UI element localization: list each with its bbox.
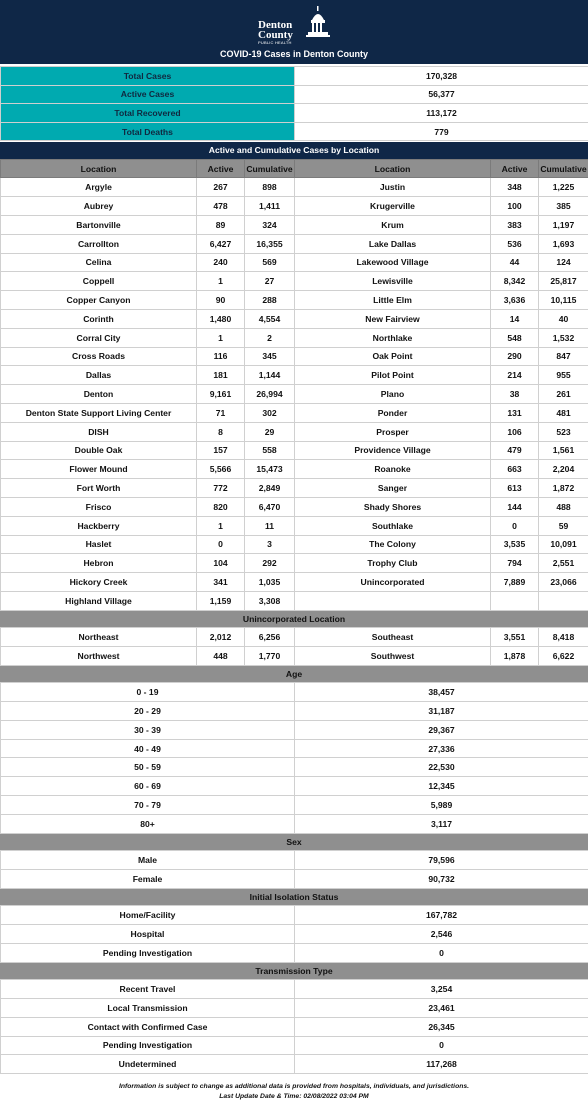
location-row-cell: Hebron	[1, 554, 197, 573]
transmission-section-title: Transmission Type	[0, 963, 588, 980]
location-row-cell: 290	[491, 347, 539, 366]
location-row	[1, 366, 588, 385]
location-row-cell: New Fairview	[295, 309, 491, 328]
location-row-cell: 124	[539, 253, 588, 272]
location-row-cell: 131	[491, 403, 539, 422]
footer-last-updated: Last Update Date & Time: 02/08/2022 03:04 PM	[0, 1092, 588, 1102]
location-row-cell: Trophy Club	[295, 554, 491, 573]
location-row-cell: 26,994	[245, 385, 295, 404]
transmission-row-cell: Local Transmission	[1, 998, 295, 1017]
unincorporated-table	[0, 627, 588, 666]
col-header-cumulative-2: Cumulative	[539, 160, 588, 178]
location-row-cell: 794	[491, 554, 539, 573]
summary-value: 779	[295, 122, 588, 141]
location-row-cell: Lakewood Village	[295, 253, 491, 272]
location-row-cell: 2,551	[539, 554, 588, 573]
location-row-cell: Krum	[295, 215, 491, 234]
location-row-cell: 106	[491, 422, 539, 441]
page-title: COVID-19 Cases in Denton County	[0, 49, 588, 59]
unincorporated-section-title: Unincorporated Location	[0, 611, 588, 628]
location-row-cell: Aubrey	[1, 197, 197, 216]
location-row-cell: 1	[197, 272, 245, 291]
transmission-row-cell: Recent Travel	[1, 980, 295, 999]
location-row-cell: 6,427	[197, 234, 245, 253]
age-table	[0, 682, 588, 833]
location-row-cell: Hackberry	[1, 516, 197, 535]
age-section-title: Age	[0, 666, 588, 683]
location-row-cell: Double Oak	[1, 441, 197, 460]
location-row-cell: 478	[197, 197, 245, 216]
location-row-cell: 1,035	[245, 573, 295, 592]
location-row-cell: 9,161	[197, 385, 245, 404]
location-row-cell: Little Elm	[295, 291, 491, 310]
location-row-cell: 3	[245, 535, 295, 554]
unincorporated-row	[1, 628, 588, 647]
location-row-cell: Frisco	[1, 497, 197, 516]
location-row-cell: 23,066	[539, 573, 588, 592]
unincorporated-row-cell: Northwest	[1, 647, 197, 666]
location-row-cell: Bartonville	[1, 215, 197, 234]
location-row-cell: 240	[197, 253, 245, 272]
location-row-cell: 479	[491, 441, 539, 460]
age-row-cell: 60 - 69	[1, 777, 295, 796]
logo-line-3: PUBLIC HEALTH	[258, 40, 293, 45]
location-row-cell: 345	[245, 347, 295, 366]
col-header-location-2: Location	[295, 160, 491, 178]
location-row-cell: Oak Point	[295, 347, 491, 366]
location-row-cell: 772	[197, 479, 245, 498]
location-row-cell: 820	[197, 497, 245, 516]
age-row	[1, 739, 588, 758]
location-row-cell: 302	[245, 403, 295, 422]
location-row-cell: 1,411	[245, 197, 295, 216]
location-row-cell: Northlake	[295, 328, 491, 347]
location-row-cell: Coppell	[1, 272, 197, 291]
col-header-active-2: Active	[491, 160, 539, 178]
location-row	[1, 328, 588, 347]
location-row-cell: 548	[491, 328, 539, 347]
unincorporated-row	[1, 647, 588, 666]
transmission-row-cell: 0	[295, 1036, 588, 1055]
unincorporated-row-cell: Southwest	[295, 647, 491, 666]
summary-row	[1, 104, 588, 123]
location-row-cell: 348	[491, 178, 539, 197]
summary-label: Total Recovered	[1, 104, 295, 123]
age-row-cell: 3,117	[295, 814, 588, 833]
unincorporated-row-cell: 6,256	[245, 628, 295, 647]
isolation-row	[1, 906, 588, 925]
location-row-cell: 90	[197, 291, 245, 310]
location-row-cell: 181	[197, 366, 245, 385]
location-row	[1, 403, 588, 422]
summary-value: 113,172	[295, 104, 588, 123]
location-row-cell: 10,091	[539, 535, 588, 554]
transmission-table	[0, 979, 588, 1074]
location-row	[1, 234, 588, 253]
location-row-cell: 59	[539, 516, 588, 535]
location-row	[1, 272, 588, 291]
location-row-cell: Argyle	[1, 178, 197, 197]
location-row-cell: 7,889	[491, 573, 539, 592]
age-row	[1, 683, 588, 702]
location-row	[1, 441, 588, 460]
location-section-title: Active and Cumulative Cases by Location	[0, 142, 588, 159]
isolation-row-cell: 0	[295, 943, 588, 962]
sex-row-cell: 79,596	[295, 851, 588, 870]
location-row-cell: 523	[539, 422, 588, 441]
isolation-row-cell: Hospital	[1, 925, 295, 944]
unincorporated-row-cell: 448	[197, 647, 245, 666]
location-row-cell: Carrollton	[1, 234, 197, 253]
location-row-cell: Corinth	[1, 309, 197, 328]
location-row	[1, 554, 588, 573]
location-row-cell: 15,473	[245, 460, 295, 479]
location-row-cell: Providence Village	[295, 441, 491, 460]
location-row-cell: Plano	[295, 385, 491, 404]
location-row-cell: Highland Village	[1, 591, 197, 610]
location-row-cell: 847	[539, 347, 588, 366]
location-row-cell: Unincorporated	[295, 573, 491, 592]
logo-line-1: Denton	[258, 20, 293, 30]
location-row-cell: 1,197	[539, 215, 588, 234]
location-row	[1, 497, 588, 516]
denton-county-logo	[0, 6, 588, 46]
footer-disclaimer: Information is subject to change as additional data is provided from hospitals, individuals, and jurisdictions.	[0, 1082, 588, 1092]
location-row-cell: 1,225	[539, 178, 588, 197]
col-header-active: Active	[197, 160, 245, 178]
location-row-cell: 663	[491, 460, 539, 479]
location-row	[1, 591, 588, 610]
location-row-cell: 3,636	[491, 291, 539, 310]
transmission-row-cell: Pending Investigation	[1, 1036, 295, 1055]
location-row-cell: 613	[491, 479, 539, 498]
location-row-cell: Haslet	[1, 535, 197, 554]
location-row	[1, 197, 588, 216]
age-row	[1, 720, 588, 739]
location-row-cell: Roanoke	[295, 460, 491, 479]
isolation-row-cell: 167,782	[295, 906, 588, 925]
location-row-cell: Hickory Creek	[1, 573, 197, 592]
age-row	[1, 758, 588, 777]
location-row-cell: 1,159	[197, 591, 245, 610]
location-row	[1, 385, 588, 404]
unincorporated-row-cell: Southeast	[295, 628, 491, 647]
location-row-cell: 558	[245, 441, 295, 460]
sex-row-cell: Female	[1, 869, 295, 888]
location-row	[1, 291, 588, 310]
location-row-cell: Denton State Support Living Center	[1, 403, 197, 422]
location-row-cell: 25,817	[539, 272, 588, 291]
location-row-cell: 71	[197, 403, 245, 422]
location-table	[0, 159, 588, 610]
location-row-cell	[295, 591, 491, 610]
location-row-cell: 2,204	[539, 460, 588, 479]
location-row-cell: 536	[491, 234, 539, 253]
summary-label: Active Cases	[1, 85, 295, 104]
location-row-cell: Fort Worth	[1, 479, 197, 498]
page-header	[0, 0, 588, 64]
sex-row	[1, 869, 588, 888]
isolation-row-cell: Home/Facility	[1, 906, 295, 925]
location-row-cell: 1,872	[539, 479, 588, 498]
location-row-cell: 1	[197, 328, 245, 347]
location-row-cell: Denton	[1, 385, 197, 404]
location-row-cell: 10,115	[539, 291, 588, 310]
transmission-row-cell: 26,345	[295, 1017, 588, 1036]
location-row-cell: 481	[539, 403, 588, 422]
location-row-cell: 38	[491, 385, 539, 404]
location-row-cell: 1	[197, 516, 245, 535]
unincorporated-row-cell: Northeast	[1, 628, 197, 647]
unincorporated-row-cell: 8,418	[539, 628, 588, 647]
location-row-cell: 324	[245, 215, 295, 234]
location-row-cell: Cross Roads	[1, 347, 197, 366]
isolation-section-title: Initial Isolation Status	[0, 889, 588, 906]
location-row-cell: 4,554	[245, 309, 295, 328]
location-row-cell: 27	[245, 272, 295, 291]
location-row-cell: 157	[197, 441, 245, 460]
summary-row	[1, 122, 588, 141]
age-row-cell: 12,345	[295, 777, 588, 796]
location-row-cell: 1,480	[197, 309, 245, 328]
location-row-cell: Dallas	[1, 366, 197, 385]
age-row-cell: 0 - 19	[1, 683, 295, 702]
isolation-row-cell: 2,546	[295, 925, 588, 944]
location-row-cell: 898	[245, 178, 295, 197]
location-row-cell: 288	[245, 291, 295, 310]
location-row-cell: 0	[491, 516, 539, 535]
age-row-cell: 38,457	[295, 683, 588, 702]
location-row-cell: 44	[491, 253, 539, 272]
location-row-cell: 2	[245, 328, 295, 347]
location-row	[1, 215, 588, 234]
location-row-cell: 144	[491, 497, 539, 516]
age-row-cell: 50 - 59	[1, 758, 295, 777]
isolation-row	[1, 943, 588, 962]
location-row-cell: 1,144	[245, 366, 295, 385]
location-row-cell: Copper Canyon	[1, 291, 197, 310]
transmission-row	[1, 998, 588, 1017]
location-row-cell: 488	[539, 497, 588, 516]
summary-value: 56,377	[295, 85, 588, 104]
location-row-cell: 3,535	[491, 535, 539, 554]
location-header-row	[1, 160, 588, 178]
location-row-cell: Lake Dallas	[295, 234, 491, 253]
summary-row	[1, 85, 588, 104]
unincorporated-row-cell: 1,878	[491, 647, 539, 666]
sex-section-title: Sex	[0, 834, 588, 851]
location-row-cell: 14	[491, 309, 539, 328]
age-row	[1, 814, 588, 833]
col-header-location: Location	[1, 160, 197, 178]
age-row-cell: 70 - 79	[1, 796, 295, 815]
summary-label: Total Cases	[1, 67, 295, 86]
unincorporated-row-cell: 1,770	[245, 647, 295, 666]
age-row-cell: 27,336	[295, 739, 588, 758]
location-row-cell: The Colony	[295, 535, 491, 554]
location-row	[1, 460, 588, 479]
transmission-row-cell: 117,268	[295, 1055, 588, 1074]
location-row-cell	[539, 591, 588, 610]
location-row-cell: 0	[197, 535, 245, 554]
location-row	[1, 347, 588, 366]
transmission-row-cell: Contact with Confirmed Case	[1, 1017, 295, 1036]
location-row	[1, 253, 588, 272]
location-row-cell: 1,561	[539, 441, 588, 460]
footer	[0, 1074, 588, 1102]
age-row-cell: 31,187	[295, 702, 588, 721]
age-row-cell: 80+	[1, 814, 295, 833]
isolation-row	[1, 925, 588, 944]
location-row-cell: 214	[491, 366, 539, 385]
location-row-cell: Prosper	[295, 422, 491, 441]
location-row-cell: 3,308	[245, 591, 295, 610]
location-row-cell: Shady Shores	[295, 497, 491, 516]
location-row-cell: Southlake	[295, 516, 491, 535]
age-row-cell: 5,989	[295, 796, 588, 815]
location-row-cell: Ponder	[295, 403, 491, 422]
transmission-row-cell: Undetermined	[1, 1055, 295, 1074]
age-row-cell: 29,367	[295, 720, 588, 739]
isolation-row-cell: Pending Investigation	[1, 943, 295, 962]
summary-table	[0, 66, 588, 141]
location-row-cell: 267	[197, 178, 245, 197]
transmission-row-cell: 3,254	[295, 980, 588, 999]
summary-value: 170,328	[295, 67, 588, 86]
location-row-cell: Justin	[295, 178, 491, 197]
location-row-cell: 261	[539, 385, 588, 404]
location-row-cell: Pilot Point	[295, 366, 491, 385]
location-row-cell: 100	[491, 197, 539, 216]
age-row-cell: 40 - 49	[1, 739, 295, 758]
location-row-cell: Lewisville	[295, 272, 491, 291]
transmission-row	[1, 980, 588, 999]
location-row-cell: 292	[245, 554, 295, 573]
location-row-cell	[491, 591, 539, 610]
sex-row-cell: Male	[1, 851, 295, 870]
age-row	[1, 702, 588, 721]
location-row	[1, 573, 588, 592]
location-row-cell: 40	[539, 309, 588, 328]
location-row-cell: Celina	[1, 253, 197, 272]
summary-label: Total Deaths	[1, 122, 295, 141]
age-row-cell: 22,530	[295, 758, 588, 777]
location-row-cell: DISH	[1, 422, 197, 441]
location-row-cell: 385	[539, 197, 588, 216]
location-row	[1, 516, 588, 535]
sex-row	[1, 851, 588, 870]
location-row-cell: 6,470	[245, 497, 295, 516]
transmission-row-cell: 23,461	[295, 998, 588, 1017]
location-row-cell: Krugerville	[295, 197, 491, 216]
unincorporated-row-cell: 6,622	[539, 647, 588, 666]
courthouse-icon	[306, 6, 330, 40]
location-row-cell: 955	[539, 366, 588, 385]
unincorporated-row-cell: 3,551	[491, 628, 539, 647]
location-row-cell: 8,342	[491, 272, 539, 291]
location-row	[1, 479, 588, 498]
location-row-cell: 341	[197, 573, 245, 592]
sex-table	[0, 850, 588, 889]
col-header-cumulative: Cumulative	[245, 160, 295, 178]
location-row-cell: 383	[491, 215, 539, 234]
location-row-cell: 8	[197, 422, 245, 441]
location-row-cell: 11	[245, 516, 295, 535]
age-row-cell: 30 - 39	[1, 720, 295, 739]
location-row-cell: 1,693	[539, 234, 588, 253]
transmission-row	[1, 1036, 588, 1055]
location-row	[1, 309, 588, 328]
location-row-cell: 16,355	[245, 234, 295, 253]
location-row-cell: 29	[245, 422, 295, 441]
location-row-cell: 104	[197, 554, 245, 573]
age-row-cell: 20 - 29	[1, 702, 295, 721]
location-row-cell: 89	[197, 215, 245, 234]
unincorporated-row-cell: 2,012	[197, 628, 245, 647]
location-row-cell: Sanger	[295, 479, 491, 498]
location-row-cell: Corral City	[1, 328, 197, 347]
location-row-cell: 569	[245, 253, 295, 272]
summary-row	[1, 67, 588, 86]
location-row-cell: 5,566	[197, 460, 245, 479]
location-row-cell: 116	[197, 347, 245, 366]
location-row	[1, 422, 588, 441]
age-row	[1, 777, 588, 796]
transmission-row	[1, 1017, 588, 1036]
location-row	[1, 178, 588, 197]
isolation-table	[0, 905, 588, 962]
logo-line-2: County	[258, 30, 293, 40]
age-row	[1, 796, 588, 815]
location-row-cell: Flower Mound	[1, 460, 197, 479]
location-row	[1, 535, 588, 554]
location-row-cell: 2,849	[245, 479, 295, 498]
location-row-cell: 1,532	[539, 328, 588, 347]
sex-row-cell: 90,732	[295, 869, 588, 888]
